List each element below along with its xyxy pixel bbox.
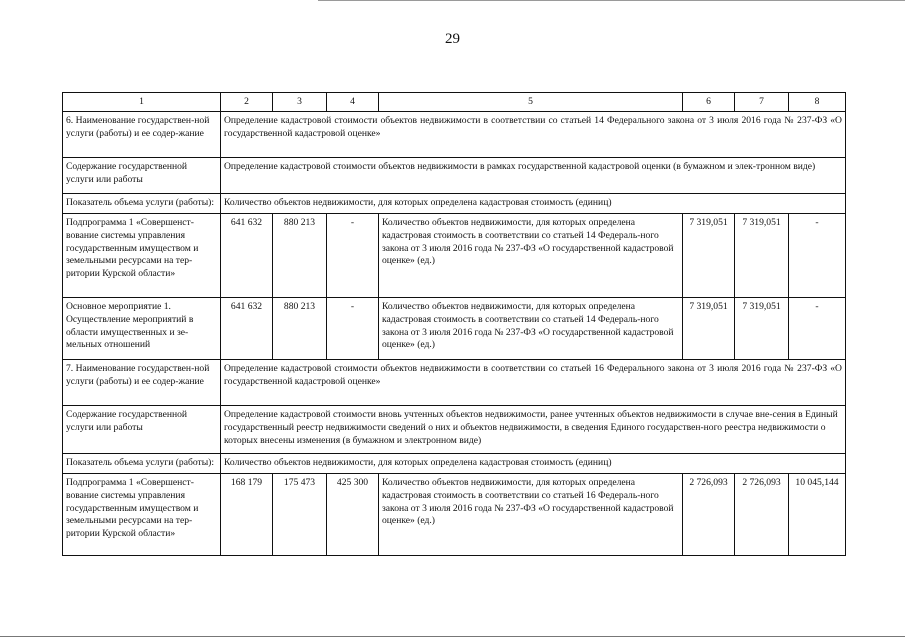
value-col-7: 2 726,093 — [735, 474, 789, 556]
indicator-description: Количество объектов недвижимости, для которых определена кадастровая стоимость в соответствии со статьей 16 Федераль-ного закона от 3 июля 2016 года № 237-ФЗ «О государственной кадастровой оценке» (ед.) — [379, 474, 683, 556]
program-name: Подпрограмма 1 «Совершенст-вование системы управления государственным имуществом и земельными ресурсами на тер-ритории Курской области» — [63, 214, 221, 298]
page-number: 29 — [445, 31, 460, 47]
value-col-2: 641 632 — [221, 214, 273, 298]
service-content-row — [63, 158, 846, 194]
column-header: 7 — [735, 93, 789, 112]
value-col-6: 2 726,093 — [683, 474, 735, 556]
value-col-2: 168 179 — [221, 474, 273, 556]
indicator-description: Количество объектов недвижимости, для которых определена кадастровая стоимость в соответствии со статьей 14 Федераль-ного закона от 3 июля 2016 года № 237-ФЗ «О государственной кадастровой оценке» (ед.) — [379, 298, 683, 360]
service-name-row — [63, 360, 846, 406]
value-col-8: - — [789, 298, 846, 360]
service-name-label: 7. Наименование государствен-ной услуги (работы) и ее содер-жание — [63, 360, 221, 406]
service-content-label: Содержание государственной услуги или работы — [63, 158, 221, 194]
column-header: 1 — [63, 93, 221, 112]
service-name-row — [63, 112, 846, 158]
service-name-value: Определение кадастровой стоимости объектов недвижимости в соответствии со статьей 16 Федерального закона от 3 июля 2016 года № 237-ФЗ «О государственной кадастровой оценке» — [221, 360, 846, 406]
volume-indicator-row — [63, 194, 846, 214]
top-rule — [318, 0, 905, 1]
column-header-row — [63, 93, 846, 112]
service-name-label: 6. Наименование государствен-ной услуги (работы) и ее содер-жание — [63, 112, 221, 158]
column-header: 6 — [683, 93, 735, 112]
column-header: 2 — [221, 93, 273, 112]
column-header: 8 — [789, 93, 846, 112]
service-content-label: Содержание государственной услуги или работы — [63, 406, 221, 454]
value-col-7: 7 319,051 — [735, 214, 789, 298]
bottom-rule — [0, 636, 905, 637]
value-col-4: - — [327, 214, 379, 298]
volume-indicator-label: Показатель объема услуги (работы): — [63, 194, 221, 214]
budget-table — [62, 92, 846, 556]
volume-indicator-row — [63, 454, 846, 474]
value-col-8: - — [789, 214, 846, 298]
table-row — [63, 298, 846, 360]
service-content-row — [63, 406, 846, 454]
value-col-8: 10 045,144 — [789, 474, 846, 556]
service-name-value: Определение кадастровой стоимости объектов недвижимости в соответствии со статьей 14 Федерального закона от 3 июля 2016 года № 237-ФЗ «О государственной кадастровой оценке» — [221, 112, 846, 158]
program-name: Основное мероприятие 1. Осуществление мероприятий в области имущественных и зе-мельных отношений — [63, 298, 221, 360]
column-header: 5 — [379, 93, 683, 112]
table-row — [63, 474, 846, 556]
indicator-description: Количество объектов недвижимости, для которых определена кадастровая стоимость в соответствии со статьей 14 Федераль-ного закона от 3 июля 2016 года № 237-ФЗ «О государственной кадастровой оценке» (ед.) — [379, 214, 683, 298]
column-header: 4 — [327, 93, 379, 112]
value-col-7: 7 319,051 — [735, 298, 789, 360]
volume-indicator-value: Количество объектов недвижимости, для которых определена кадастровая стоимость (единиц) — [221, 454, 846, 474]
value-col-4: - — [327, 298, 379, 360]
service-content-value: Определение кадастровой стоимости вновь учтенных объектов недвижимости, ранее учтенных объектов недвижимости в случае вне-сения в Единый государственный реестр недвижимости сведений о них и объектов недвижимости, в сведения Единого государствен-ного реестра недвижимости о которых внесены изменения (в бумажном и электронном виде) — [221, 406, 846, 454]
value-col-6: 7 319,051 — [683, 298, 735, 360]
service-content-value: Определение кадастровой стоимости объектов недвижимости в рамках государственной кадастровой оценки (в бумажном и элек-тронном виде) — [221, 158, 846, 194]
program-name: Подпрограмма 1 «Совершенст-вование системы управления государственным имуществом и земельными ресурсами на тер-ритории Курской области» — [63, 474, 221, 556]
value-col-4: 425 300 — [327, 474, 379, 556]
value-col-3: 880 213 — [273, 298, 327, 360]
volume-indicator-label: Показатель объема услуги (работы): — [63, 454, 221, 474]
value-col-3: 175 473 — [273, 474, 327, 556]
column-header: 3 — [273, 93, 327, 112]
table-row — [63, 214, 846, 298]
value-col-6: 7 319,051 — [683, 214, 735, 298]
value-col-3: 880 213 — [273, 214, 327, 298]
value-col-2: 641 632 — [221, 298, 273, 360]
volume-indicator-value: Количество объектов недвижимости, для которых определена кадастровая стоимость (единиц) — [221, 194, 846, 214]
